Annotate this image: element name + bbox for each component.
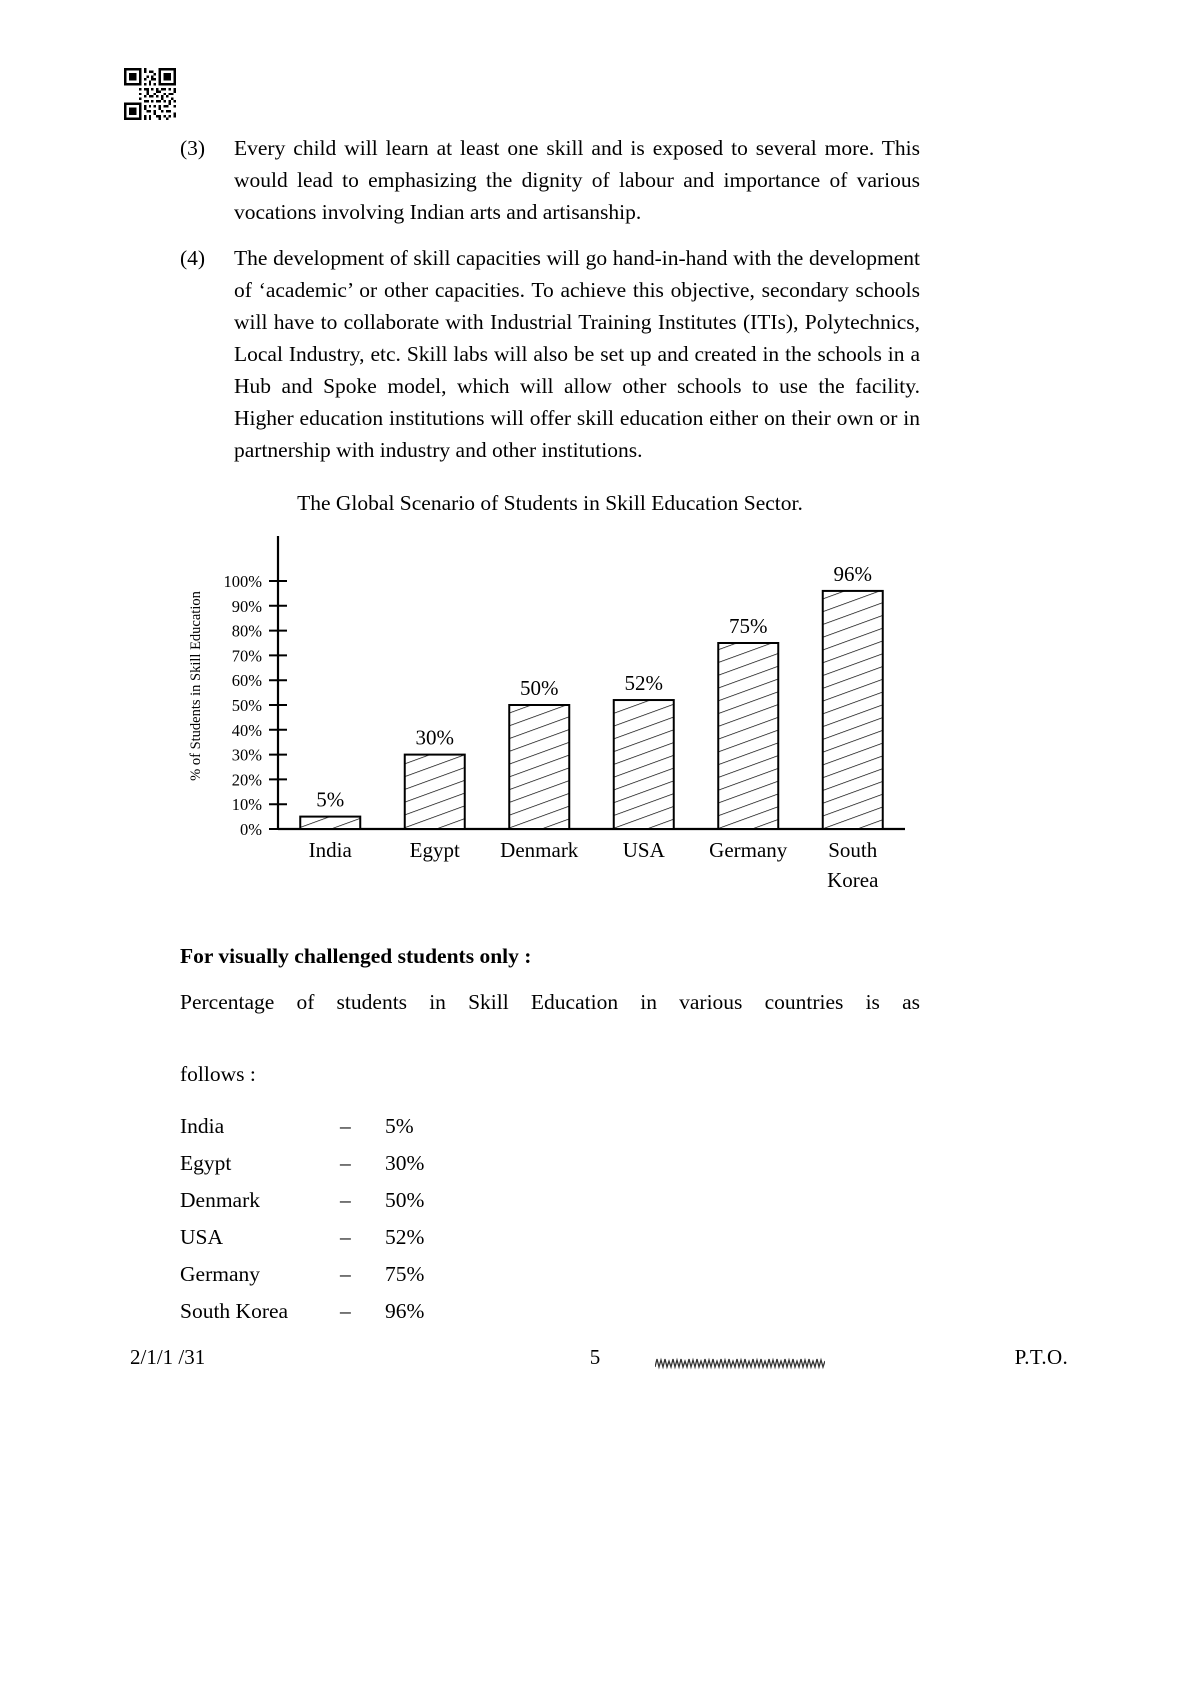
- country-percentage-row: [180, 1182, 920, 1219]
- y-axis-tick-label: 70%: [231, 646, 262, 666]
- main-content: [180, 132, 920, 1330]
- bar-value-label: 30%: [415, 725, 454, 750]
- country-percentage-value: 52%: [385, 1225, 425, 1249]
- qr-code-icon: [124, 68, 176, 120]
- x-axis-label: Korea: [827, 868, 879, 892]
- bar-value-label: 96%: [833, 561, 872, 586]
- country-percentage-row: [180, 1219, 920, 1256]
- x-axis-label: India: [308, 838, 352, 862]
- bar: [405, 755, 465, 829]
- country-percentage-row: [180, 1108, 920, 1145]
- country-percentage-value: 75%: [385, 1262, 425, 1286]
- bar-value-label: 50%: [520, 676, 559, 700]
- country-percentage-row: [180, 1293, 920, 1330]
- y-axis-tick-label: 10%: [231, 795, 262, 815]
- x-axis-label: Egypt: [409, 838, 460, 862]
- bar-value-label: 52%: [624, 671, 663, 696]
- intro-line-2: follows :: [180, 1062, 256, 1086]
- country-name: Egypt: [180, 1151, 232, 1175]
- x-axis-labels: [309, 838, 879, 892]
- bar: [300, 817, 360, 829]
- paragraph-number: (4): [180, 246, 206, 270]
- intro-line-1: Percentage of students in Skill Education in various countries is as: [180, 990, 920, 1014]
- row-dash: –: [340, 1114, 351, 1138]
- numbered-paragraph: [180, 132, 920, 228]
- y-axis-tick-label: 50%: [231, 696, 262, 715]
- visually-challenged-heading: For visually challenged students only :: [180, 944, 532, 968]
- numbered-paragraph: [180, 242, 920, 466]
- country-name: India: [180, 1114, 225, 1138]
- wave-barcode-mark: [655, 1355, 825, 1371]
- paragraph-text: Every child will learn at least one skill and is exposed to several more. This would lead to emphasizing the dignity of labour and importance of various vocations involving Indian arts and artisanship.: [234, 136, 920, 224]
- country-percentage-value: 50%: [385, 1188, 425, 1212]
- country-percentage-row: [180, 1256, 920, 1293]
- country-name: USA: [180, 1225, 224, 1249]
- row-dash: –: [340, 1225, 351, 1249]
- row-dash: –: [340, 1188, 351, 1212]
- y-axis-tick-label: 30%: [231, 745, 262, 765]
- bar: [823, 591, 883, 829]
- country-percentage-list: [180, 1108, 920, 1330]
- y-axis-title: % of Students in Skill Education: [188, 591, 204, 781]
- country-percentage-row: [180, 1145, 920, 1182]
- bar-value-label: 5%: [316, 787, 345, 812]
- page-footer: [0, 1345, 1190, 1385]
- x-axis-label: Denmark: [500, 838, 579, 862]
- bar-group: [300, 591, 883, 829]
- bar-value-label: 75%: [729, 614, 768, 638]
- footer-page-number: 5: [589, 1345, 601, 1369]
- paragraph-text: The development of skill capacities will go hand-in-hand with the development of ‘academic’ or other capacities. To achieve this objective, secondary schools will have to collaborate with Industrial Training Institutes (ITIs), Polytechnics, Local Industry, etc. Skill labs will also be set up and created in the schools in a Hub and Spoke model, which will allow other schools to use the facility. Higher education institutions will offer skill education either on their own or in partnership with industry and other institutions.: [234, 246, 920, 462]
- country-name: Germany: [180, 1262, 260, 1286]
- y-axis-tick-label: 0%: [240, 820, 262, 839]
- y-axis-tick-label: 20%: [231, 770, 262, 790]
- bar-value-labels: [316, 562, 872, 812]
- row-dash: –: [340, 1262, 351, 1286]
- y-axis-tick-label: 60%: [231, 671, 262, 691]
- bar-chart: [180, 526, 920, 926]
- bar: [718, 643, 778, 829]
- y-axis-tick-label: 90%: [231, 596, 262, 616]
- country-percentage-value: 5%: [385, 1114, 414, 1138]
- row-dash: –: [340, 1151, 351, 1175]
- footer-paper-code: 2/1/1 /31: [130, 1345, 206, 1369]
- bar: [509, 705, 569, 829]
- bar: [614, 700, 674, 829]
- y-axis-tick-label: 80%: [231, 621, 262, 641]
- bar-chart-svg: [180, 526, 920, 926]
- visually-challenged-intro: [180, 984, 920, 1092]
- x-axis-label: Germany: [709, 838, 788, 862]
- footer-pto-label: P.T.O.: [1014, 1345, 1068, 1369]
- x-axis-label: South: [828, 838, 878, 862]
- paragraph-number: (3): [180, 136, 206, 160]
- row-dash: –: [340, 1299, 351, 1323]
- chart-title: The Global Scenario of Students in Skill Education Sector.: [297, 491, 803, 515]
- x-axis-label: USA: [622, 838, 665, 862]
- y-axis-tick-label: 40%: [231, 720, 262, 740]
- country-percentage-value: 96%: [385, 1299, 425, 1323]
- country-name: South Korea: [180, 1299, 289, 1323]
- y-axis-tick-label: 100%: [223, 572, 262, 591]
- country-percentage-value: 30%: [385, 1151, 425, 1175]
- country-name: Denmark: [180, 1188, 260, 1212]
